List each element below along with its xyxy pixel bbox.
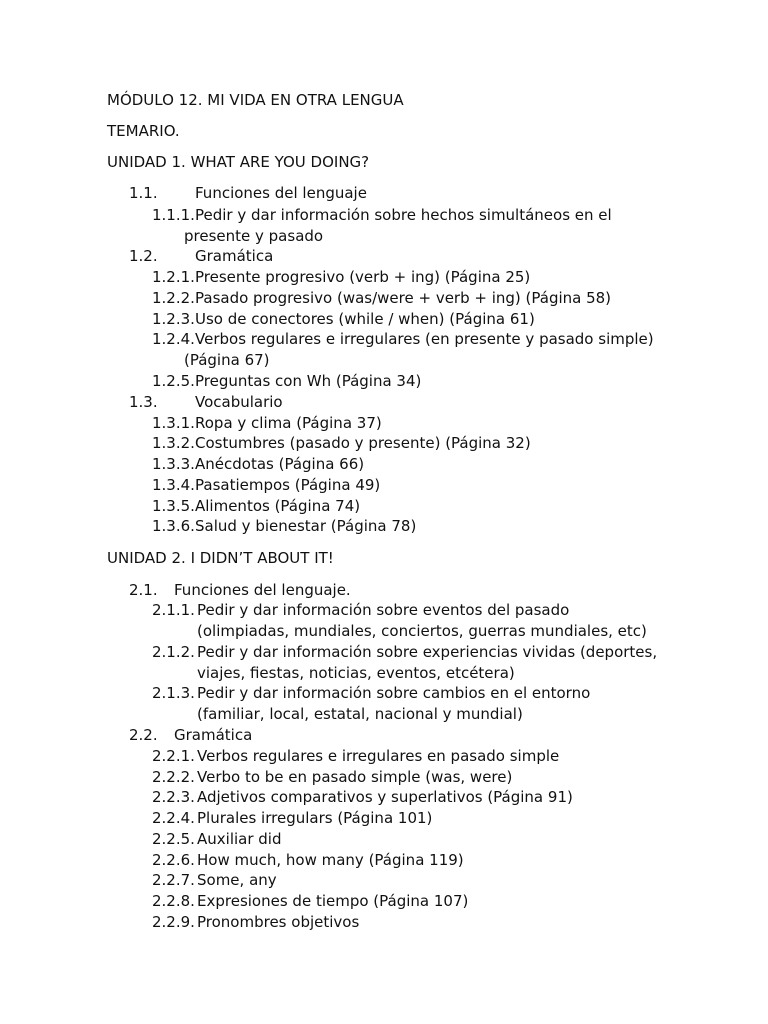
outline-number: 1.2.1. (152, 268, 195, 286)
outline-continuation: viajes, fiestas, noticias, eventos, etcétera) (197, 664, 515, 682)
outline-label: Pasado progresivo (was/were + verb + ing) (Página 58) (195, 289, 612, 307)
outline-number: 1.1.1. (152, 206, 195, 224)
syllabus-heading: TEMARIO. (107, 122, 180, 140)
outline-number: 1.3. (129, 393, 158, 411)
outline-label: Pedir y dar información sobre eventos del pasado (197, 601, 570, 619)
outline-number: 2.2. (129, 726, 158, 744)
outline-number: 2.1.1. (152, 601, 195, 619)
outline-label: Plurales irregulars (Página 101) (197, 809, 433, 827)
outline-number: 1.2.3. (152, 310, 195, 328)
outline-label: Pedir y dar información sobre experiencias vividas (deportes, (197, 643, 658, 661)
outline-label: Alimentos (Página 74) (195, 497, 361, 515)
outline-number: 2.2.8. (152, 892, 195, 910)
outline-label: Gramática (195, 247, 274, 265)
outline-label: Auxiliar did (197, 830, 282, 848)
outline-label: Adjetivos comparativos y superlativos (Página 91) (197, 788, 573, 806)
outline-label: Presente progresivo (verb + ing) (Página 25) (195, 268, 531, 286)
outline-label: Salud y bienestar (Página 78) (195, 517, 417, 535)
outline-label: How much, how many (Página 119) (197, 851, 464, 869)
outline-continuation: (familiar, local, estatal, nacional y mundial) (197, 705, 523, 723)
outline-label: Pasatiempos (Página 49) (195, 476, 381, 494)
outline-number: 2.2.4. (152, 809, 195, 827)
outline-number: 1.3.4. (152, 476, 195, 494)
unit-1-title: UNIDAD 1. WHAT ARE YOU DOING? (107, 153, 370, 171)
outline-number: 1.2.4. (152, 330, 195, 348)
outline-number: 2.2.5. (152, 830, 195, 848)
outline-label: Some, any (197, 871, 277, 889)
outline-number: 2.2.6. (152, 851, 195, 869)
outline-label: Gramática (174, 726, 253, 744)
outline-label: Verbos regulares e irregulares en pasado simple (197, 747, 560, 765)
outline-label: Preguntas con Wh (Página 34) (195, 372, 422, 390)
outline-number: 2.2.1. (152, 747, 195, 765)
outline-label: Expresiones de tiempo (Página 107) (197, 892, 469, 910)
outline-label: Pedir y dar información sobre cambios en el entorno (197, 684, 591, 702)
outline-label: Anécdotas (Página 66) (195, 455, 365, 473)
unit-2-title: UNIDAD 2. I DIDN’T ABOUT IT! (107, 549, 334, 567)
outline-continuation: (Página 67) (184, 351, 270, 369)
outline-label: Ropa y clima (Página 37) (195, 414, 382, 432)
outline-label: Verbos regulares e irregulares (en presente y pasado simple) (195, 330, 654, 348)
outline-continuation: (olimpiadas, mundiales, conciertos, guerras mundiales, etc) (197, 622, 647, 640)
outline-number: 1.3.1. (152, 414, 195, 432)
outline-number: 1.2.5. (152, 372, 195, 390)
outline-label: Verbo to be en pasado simple (was, were) (197, 768, 513, 786)
outline-number: 2.1.3. (152, 684, 195, 702)
outline-label: Pronombres objetivos (197, 913, 360, 931)
outline-label: Uso de conectores (while / when) (Página 61) (195, 310, 535, 328)
outline-number: 1.1. (129, 184, 158, 202)
outline-number: 1.3.3. (152, 455, 195, 473)
outline-number: 1.2.2. (152, 289, 195, 307)
outline-continuation: presente y pasado (184, 227, 324, 245)
outline-label: Pedir y dar información sobre hechos simultáneos en el (195, 206, 612, 224)
outline-number: 2.1.2. (152, 643, 195, 661)
outline-number: 2.1. (129, 581, 158, 599)
outline-label: Costumbres (pasado y presente) (Página 32) (195, 434, 531, 452)
outline-number: 2.2.7. (152, 871, 195, 889)
outline-number: 1.3.2. (152, 434, 195, 452)
outline-number: 2.2.9. (152, 913, 195, 931)
outline-number: 1.2. (129, 247, 158, 265)
outline-label: Funciones del lenguaje. (174, 581, 351, 599)
outline-number: 2.2.3. (152, 788, 195, 806)
outline-label: Vocabulario (195, 393, 283, 411)
outline-label: Funciones del lenguaje (195, 184, 367, 202)
outline-number: 1.3.5. (152, 497, 195, 515)
outline-number: 1.3.6. (152, 517, 195, 535)
module-title: MÓDULO 12. MI VIDA EN OTRA LENGUA (107, 91, 404, 109)
outline-number: 2.2.2. (152, 768, 195, 786)
